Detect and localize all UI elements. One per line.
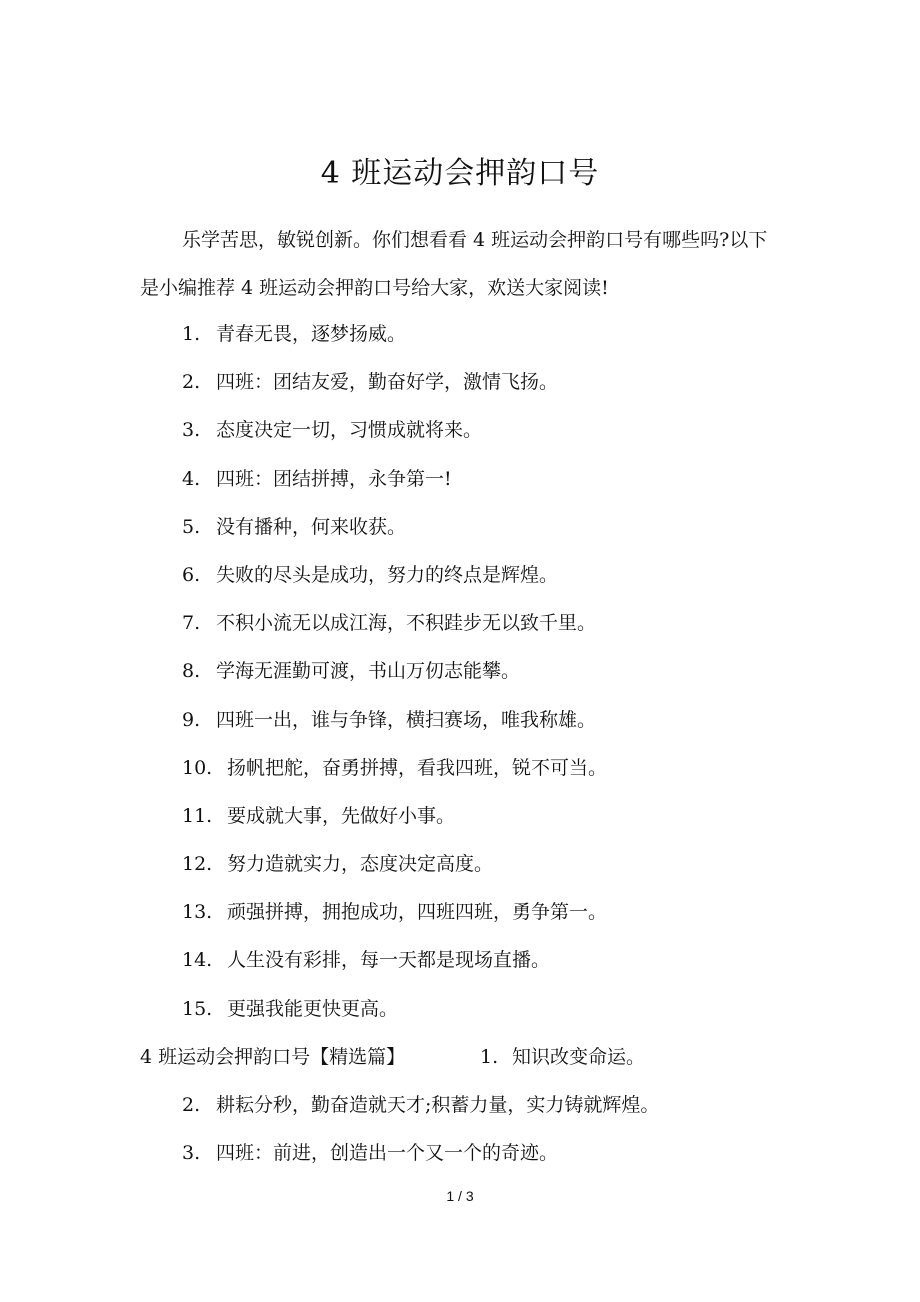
slogan-list — [0, 310, 920, 1177]
item-text: 失败的尽头是成功，努力的终点是辉煌。 — [216, 563, 559, 586]
list-item — [0, 696, 920, 744]
item-text: 没有播种，何来收获。 — [216, 515, 407, 538]
list-item — [0, 503, 920, 551]
item-text: 青春无畏，逐梦扬威。 — [216, 323, 407, 345]
list-item — [0, 840, 920, 888]
item-text: 学海无涯勤可渡，书山万仞志能攀。 — [216, 660, 521, 683]
item-number: 11. — [182, 804, 213, 827]
item-number: 1. — [182, 323, 201, 345]
item-text: 顽强拼搏，拥抱成功，四班四班，勇争第一。 — [227, 901, 608, 924]
list-item — [0, 936, 920, 984]
item-number: 15. — [182, 997, 213, 1020]
list-item — [0, 1081, 920, 1129]
item-text: 四班：前进，创造出一个又一个的奇迹。 — [216, 1142, 559, 1165]
section-heading-row — [0, 1033, 920, 1081]
list-item — [0, 551, 920, 599]
item-text: 更强我能更快更高。 — [227, 997, 399, 1020]
list-item — [0, 888, 920, 936]
item-number: 7. — [182, 612, 201, 635]
item-number: 14. — [182, 949, 213, 972]
list-item — [0, 310, 920, 358]
list-item — [0, 455, 920, 503]
item-number: 1. — [480, 1045, 499, 1068]
list-item — [0, 1129, 920, 1177]
section-heading: 4 班运动会押韵口号【精选篇】 — [140, 1045, 406, 1068]
item-number: 13. — [182, 901, 213, 924]
item-number: 3. — [182, 419, 201, 442]
item-number: 5. — [182, 515, 201, 538]
item-number: 2. — [182, 1094, 201, 1116]
item-number: 12. — [182, 853, 213, 876]
document-title: 4 班运动会押韵口号 — [320, 156, 600, 191]
item-number: 6. — [182, 563, 201, 586]
item-number: 9. — [182, 708, 201, 731]
item-number: 2. — [182, 371, 201, 394]
item-text: 扬帆把舵，奋勇拼搏，看我四班，锐不可当。 — [227, 756, 608, 779]
list-item — [0, 792, 920, 840]
list-item — [0, 985, 920, 1033]
list-item — [0, 744, 920, 792]
list-item — [0, 647, 920, 695]
item-text: 四班：团结拼搏，永争第一! — [216, 467, 452, 490]
item-text: 不积小流无以成江海，不积跬步无以致千里。 — [216, 612, 597, 635]
page-indicator: 1 / 3 — [446, 1188, 474, 1204]
item-text: 态度决定一切，习惯成就将来。 — [216, 419, 483, 442]
item-text: 要成就大事，先做好小事。 — [227, 804, 456, 827]
intro-paragraph: 乐学苦思，敏锐创新。你们想看看 4 班运动会押韵口号有哪些吗?以下是小编推荐 4 班运动会押韵口号给大家，欢送大家阅读! — [140, 229, 768, 299]
list-item — [0, 406, 920, 454]
item-number: 4. — [182, 467, 201, 490]
item-text: 人生没有彩排，每一天都是现场直播。 — [227, 949, 551, 972]
item-text: 知识改变命运。 — [512, 1045, 646, 1068]
item-text: 四班一出，谁与争锋，横扫赛场，唯我称雄。 — [216, 708, 597, 731]
list-item — [0, 599, 920, 647]
list-item — [0, 358, 920, 406]
item-text: 努力造就实力，态度决定高度。 — [227, 853, 494, 876]
item-number: 3. — [182, 1142, 201, 1165]
item-text: 四班：团结友爱，勤奋好学，激情飞扬。 — [216, 371, 559, 394]
item-number: 10. — [182, 756, 213, 779]
item-text: 耕耘分秒，勤奋造就天才;积蓄力量，实力铸就辉煌。 — [216, 1094, 660, 1116]
item-number: 8. — [182, 660, 201, 683]
